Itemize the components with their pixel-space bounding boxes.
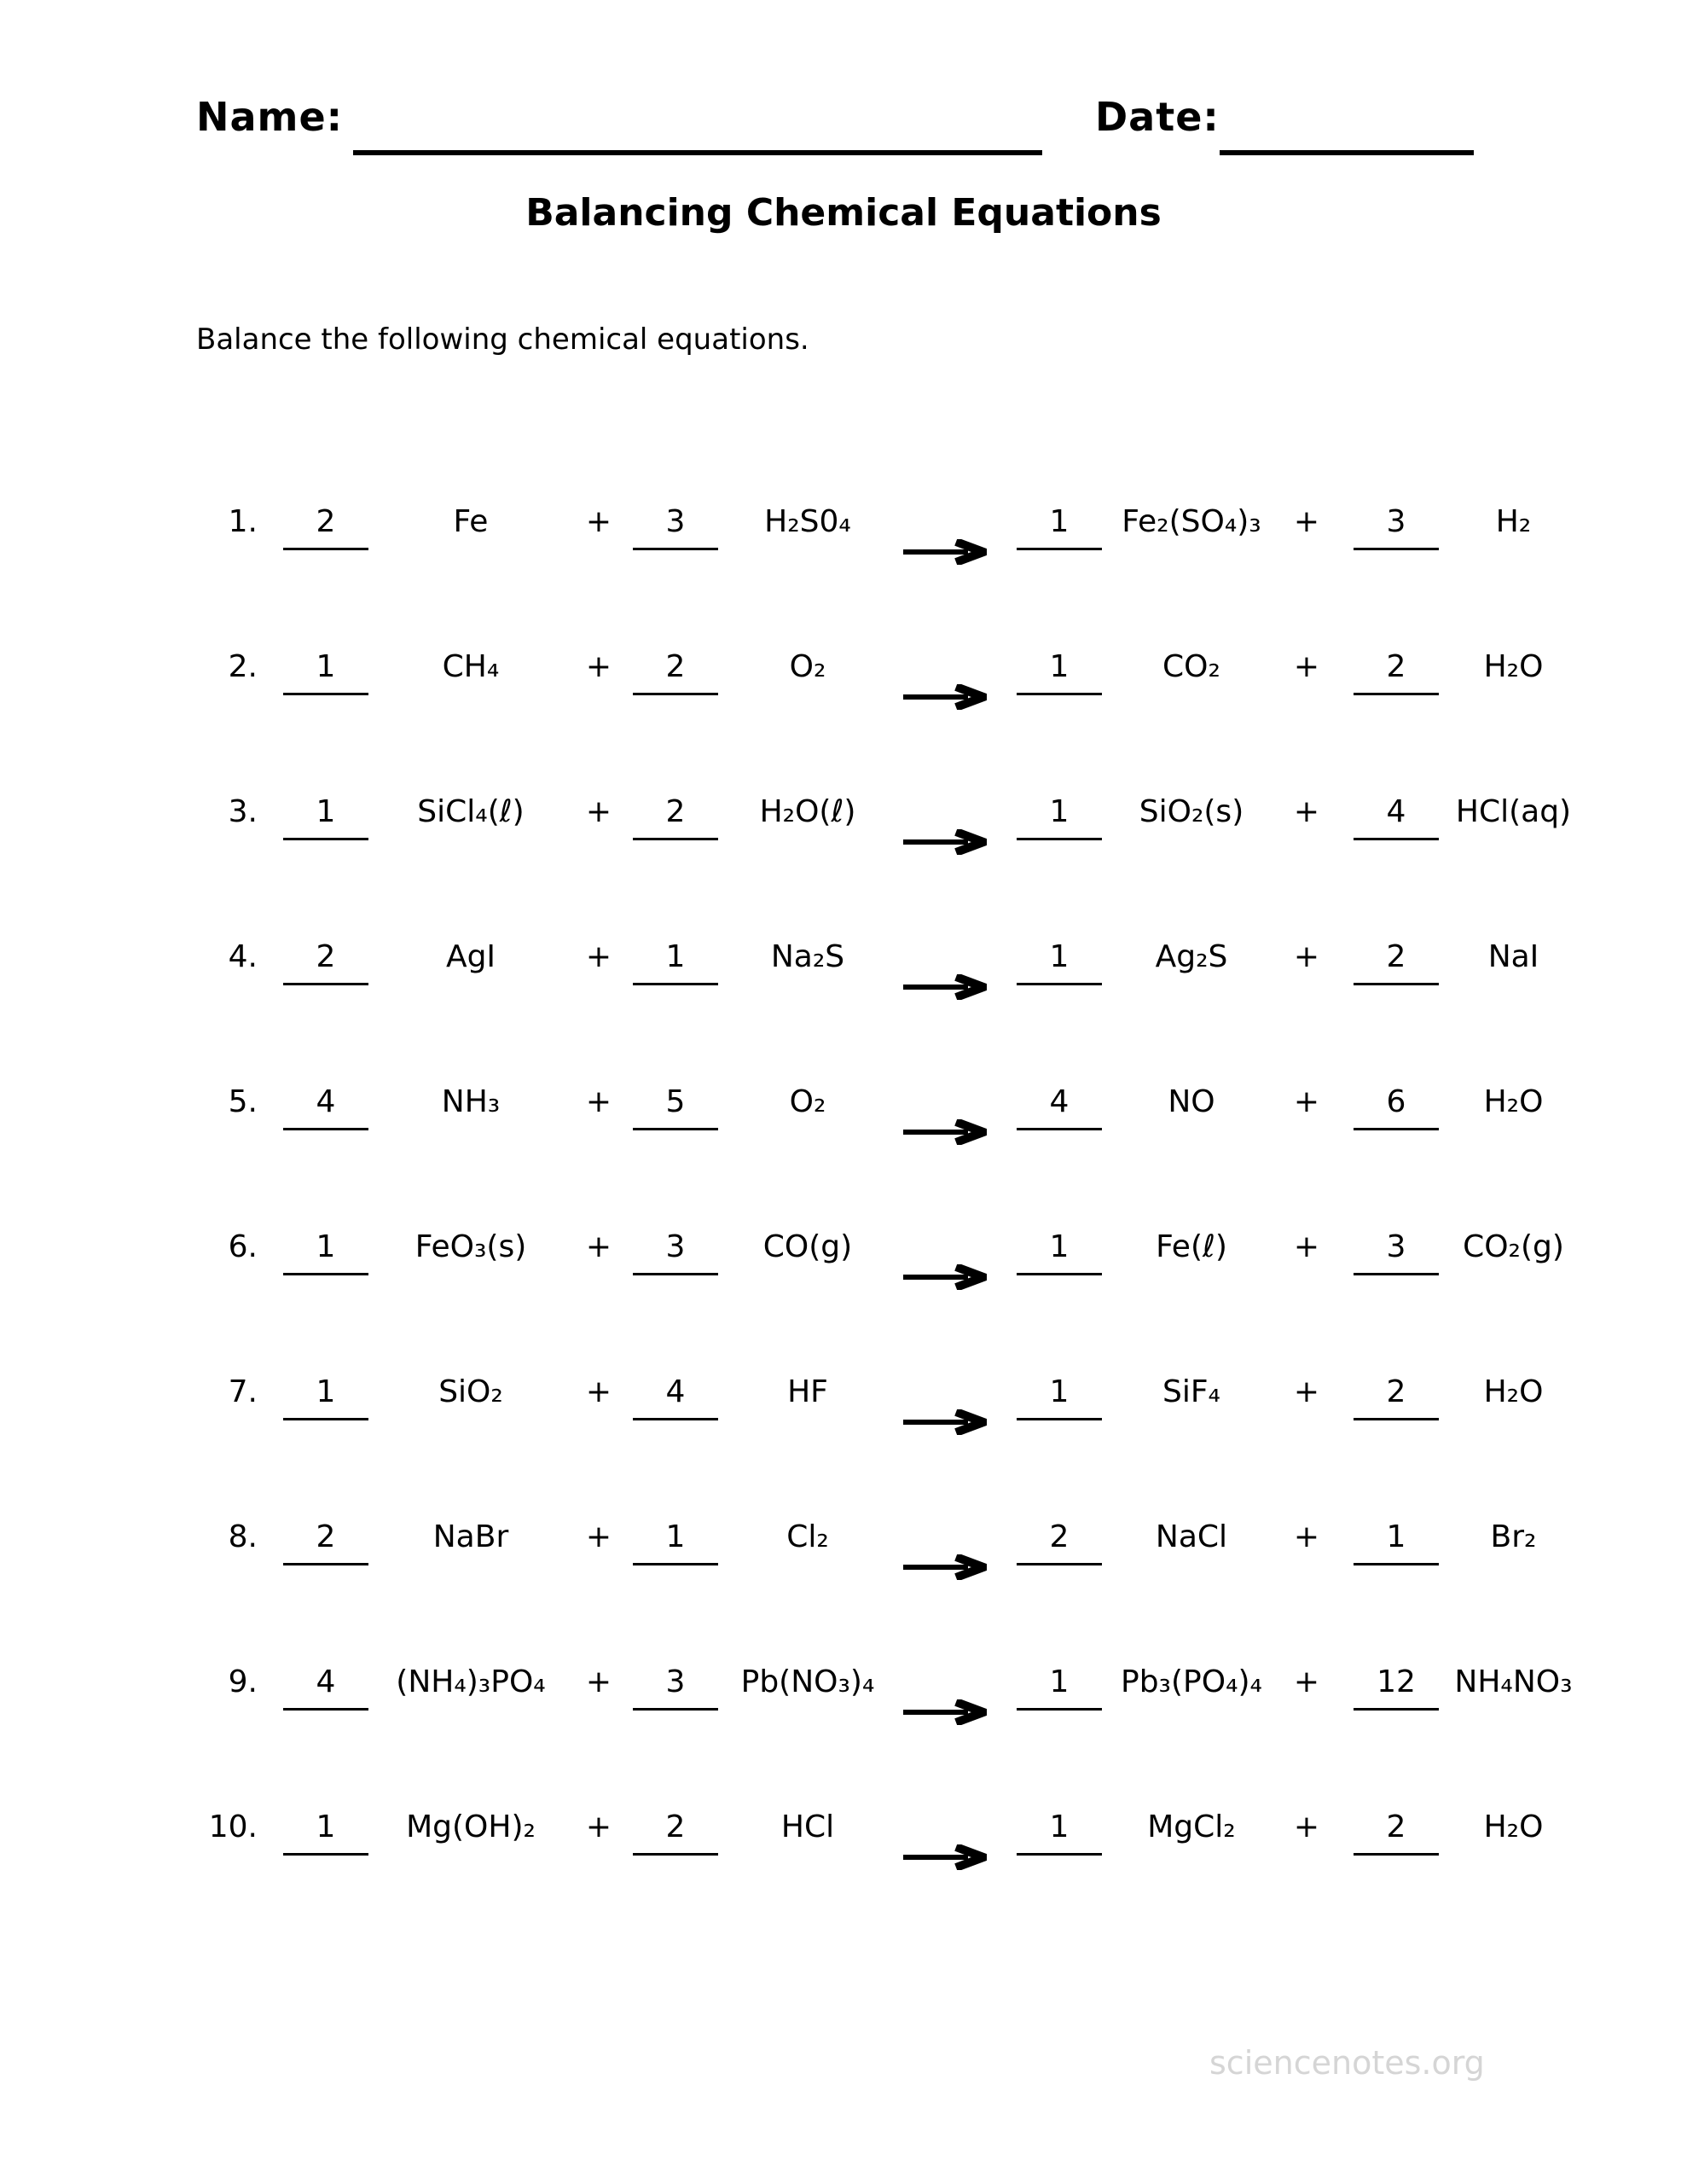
plus-sign: + bbox=[585, 649, 612, 684]
coefficient-blank-3[interactable]: 4 bbox=[1017, 1087, 1102, 1130]
coefficient-blank-4[interactable]: 4 bbox=[1354, 797, 1439, 840]
right-arrow-icon bbox=[897, 1844, 991, 1870]
equation-row bbox=[0, 1470, 1687, 1615]
coefficient-blank-1[interactable]: 1 bbox=[283, 1377, 368, 1420]
plus-sign: + bbox=[585, 1809, 612, 1844]
right-arrow-glyph bbox=[901, 1119, 987, 1145]
instruction-text: Balance the following chemical equations. bbox=[196, 322, 809, 357]
coefficient-blank-4[interactable]: 2 bbox=[1354, 1812, 1439, 1856]
coefficient-blank-4[interactable]: 2 bbox=[1354, 1377, 1439, 1420]
reactant-formula-1: Fe bbox=[453, 504, 489, 539]
coefficient-blank-4[interactable]: 3 bbox=[1354, 507, 1439, 550]
plus-sign: + bbox=[585, 1374, 612, 1409]
plus-sign: + bbox=[585, 1229, 612, 1264]
product-formula-1: SiF₄ bbox=[1162, 1374, 1220, 1409]
footer-site-text: sciencenotes.org bbox=[1209, 2044, 1485, 2082]
equation-row bbox=[0, 890, 1687, 1035]
equation-row bbox=[0, 745, 1687, 890]
coefficient-blank-2[interactable]: 2 bbox=[633, 1812, 718, 1856]
product-formula-1: MgCl₂ bbox=[1147, 1809, 1236, 1844]
right-arrow-icon bbox=[897, 1699, 991, 1725]
reactant-formula-1: SiCl₄(ℓ) bbox=[417, 794, 525, 829]
plus-sign: + bbox=[1293, 1809, 1320, 1844]
equation-number: 8. bbox=[228, 1519, 258, 1554]
product-formula-1: Fe(ℓ) bbox=[1156, 1229, 1227, 1264]
equation-row bbox=[0, 1180, 1687, 1325]
plus-sign: + bbox=[1293, 649, 1320, 684]
equation-row bbox=[0, 600, 1687, 745]
equation-row bbox=[0, 1035, 1687, 1180]
reactant-formula-1: Mg(OH)₂ bbox=[406, 1809, 536, 1844]
product-formula-1: Ag₂S bbox=[1155, 939, 1228, 974]
product-formula-1: NaCl bbox=[1155, 1519, 1228, 1554]
coefficient-blank-2[interactable]: 3 bbox=[633, 1232, 718, 1275]
coefficient-blank-1[interactable]: 1 bbox=[283, 797, 368, 840]
product-formula-2: Br₂ bbox=[1490, 1519, 1537, 1554]
right-arrow-icon bbox=[897, 1409, 991, 1435]
product-formula-2: H₂O bbox=[1483, 1809, 1544, 1844]
right-arrow-icon bbox=[897, 974, 991, 1000]
reactant-formula-2: H₂S0₄ bbox=[764, 504, 851, 539]
right-arrow-glyph bbox=[901, 684, 987, 710]
product-formula-1: NO bbox=[1168, 1084, 1215, 1119]
product-formula-1: Pb₃(PO₄)₄ bbox=[1121, 1664, 1262, 1699]
right-arrow-glyph bbox=[901, 974, 987, 1000]
plus-sign: + bbox=[585, 1664, 612, 1699]
reactant-formula-1: FeO₃(s) bbox=[415, 1229, 527, 1264]
reactant-formula-1: AgI bbox=[445, 939, 496, 974]
reactant-formula-2: Cl₂ bbox=[786, 1519, 829, 1554]
right-arrow-icon bbox=[897, 1554, 991, 1580]
coefficient-blank-1[interactable]: 2 bbox=[283, 1522, 368, 1565]
product-formula-1: Fe₂(SO₄)₃ bbox=[1122, 504, 1261, 539]
equation-number: 6. bbox=[228, 1229, 258, 1264]
plus-sign: + bbox=[1293, 1229, 1320, 1264]
plus-sign: + bbox=[585, 794, 612, 829]
coefficient-blank-1[interactable]: 2 bbox=[283, 507, 368, 550]
coefficient-blank-4[interactable]: 6 bbox=[1354, 1087, 1439, 1130]
coefficient-blank-2[interactable]: 2 bbox=[633, 652, 718, 695]
reactant-formula-2: Na₂S bbox=[770, 939, 845, 974]
right-arrow-icon bbox=[897, 1264, 991, 1290]
coefficient-blank-2[interactable]: 4 bbox=[633, 1377, 718, 1420]
product-formula-2: CO₂(g) bbox=[1463, 1229, 1564, 1264]
name-input-line[interactable] bbox=[353, 150, 1042, 155]
reactant-formula-1: NaBr bbox=[432, 1519, 509, 1554]
coefficient-blank-3[interactable]: 1 bbox=[1017, 942, 1102, 985]
reactant-formula-1: (NH₄)₃PO₄ bbox=[396, 1664, 546, 1699]
coefficient-blank-3[interactable]: 1 bbox=[1017, 1377, 1102, 1420]
coefficient-blank-2[interactable]: 2 bbox=[633, 797, 718, 840]
reactant-formula-2: HCl bbox=[780, 1809, 835, 1844]
plus-sign: + bbox=[585, 939, 612, 974]
coefficient-blank-4[interactable]: 3 bbox=[1354, 1232, 1439, 1275]
product-formula-2: H₂O bbox=[1483, 649, 1544, 684]
equation-row bbox=[0, 455, 1687, 600]
product-formula-2: H₂O bbox=[1483, 1084, 1544, 1119]
coefficient-blank-2[interactable]: 3 bbox=[633, 507, 718, 550]
coefficient-blank-3[interactable]: 1 bbox=[1017, 1667, 1102, 1711]
plus-sign: + bbox=[1293, 1084, 1320, 1119]
coefficient-blank-2[interactable]: 5 bbox=[633, 1087, 718, 1130]
reactant-formula-2: H₂O(ℓ) bbox=[759, 794, 856, 829]
coefficient-blank-4[interactable]: 2 bbox=[1354, 942, 1439, 985]
plus-sign: + bbox=[1293, 939, 1320, 974]
coefficient-blank-1[interactable]: 2 bbox=[283, 942, 368, 985]
date-label: Date: bbox=[1095, 94, 1220, 140]
coefficient-blank-4[interactable]: 12 bbox=[1354, 1667, 1439, 1711]
right-arrow-glyph bbox=[901, 1264, 987, 1290]
right-arrow-icon bbox=[897, 1119, 991, 1145]
coefficient-blank-2[interactable]: 1 bbox=[633, 942, 718, 985]
equation-row bbox=[0, 1325, 1687, 1470]
coefficient-blank-1[interactable]: 4 bbox=[283, 1087, 368, 1130]
equation-number: 2. bbox=[228, 649, 258, 684]
plus-sign: + bbox=[1293, 1374, 1320, 1409]
coefficient-blank-3[interactable]: 1 bbox=[1017, 1812, 1102, 1856]
plus-sign: + bbox=[585, 1519, 612, 1554]
reactant-formula-2: O₂ bbox=[789, 649, 826, 684]
coefficient-blank-4[interactable]: 2 bbox=[1354, 652, 1439, 695]
product-formula-2: NH₄NO₃ bbox=[1454, 1664, 1573, 1699]
coefficient-blank-4[interactable]: 1 bbox=[1354, 1522, 1439, 1565]
product-formula-2: HCl(aq) bbox=[1455, 794, 1572, 829]
equation-number: 3. bbox=[228, 794, 258, 829]
product-formula-1: CO₂ bbox=[1162, 649, 1220, 684]
right-arrow-icon bbox=[897, 684, 991, 710]
product-formula-1: SiO₂(s) bbox=[1139, 794, 1244, 829]
coefficient-blank-3[interactable]: 1 bbox=[1017, 797, 1102, 840]
coefficient-blank-3[interactable]: 1 bbox=[1017, 507, 1102, 550]
coefficient-blank-1[interactable]: 1 bbox=[283, 1812, 368, 1856]
equation-list bbox=[0, 455, 1687, 1905]
coefficient-blank-3[interactable]: 1 bbox=[1017, 1232, 1102, 1275]
plus-sign: + bbox=[585, 504, 612, 539]
right-arrow-glyph bbox=[901, 1409, 987, 1435]
equation-row bbox=[0, 1760, 1687, 1905]
date-input-line[interactable] bbox=[1220, 150, 1474, 155]
coefficient-blank-1[interactable]: 1 bbox=[283, 1232, 368, 1275]
plus-sign: + bbox=[1293, 1519, 1320, 1554]
coefficient-blank-2[interactable]: 3 bbox=[633, 1667, 718, 1711]
right-arrow-icon bbox=[897, 829, 991, 855]
right-arrow-glyph bbox=[901, 1699, 987, 1725]
reactant-formula-1: NH₃ bbox=[441, 1084, 501, 1119]
equation-row bbox=[0, 1615, 1687, 1760]
plus-sign: + bbox=[585, 1084, 612, 1119]
plus-sign: + bbox=[1293, 1664, 1320, 1699]
coefficient-blank-3[interactable]: 1 bbox=[1017, 652, 1102, 695]
right-arrow-glyph bbox=[901, 539, 987, 565]
reactant-formula-1: SiO₂ bbox=[438, 1374, 503, 1409]
coefficient-blank-2[interactable]: 1 bbox=[633, 1522, 718, 1565]
plus-sign: + bbox=[1293, 504, 1320, 539]
equation-number: 10. bbox=[208, 1809, 258, 1844]
equation-number: 7. bbox=[228, 1374, 258, 1409]
reactant-formula-1: CH₄ bbox=[442, 649, 500, 684]
right-arrow-glyph bbox=[901, 1844, 987, 1870]
reactant-formula-2: O₂ bbox=[789, 1084, 826, 1119]
coefficient-blank-1[interactable]: 1 bbox=[283, 652, 368, 695]
coefficient-blank-1[interactable]: 4 bbox=[283, 1667, 368, 1711]
right-arrow-glyph bbox=[901, 1554, 987, 1580]
product-formula-2: NaI bbox=[1487, 939, 1539, 974]
reactant-formula-2: Pb(NO₃)₄ bbox=[740, 1664, 875, 1699]
equation-number: 9. bbox=[228, 1664, 258, 1699]
product-formula-2: H₂ bbox=[1495, 504, 1532, 539]
page-title: Balancing Chemical Equations bbox=[525, 191, 1162, 235]
reactant-formula-2: HF bbox=[787, 1374, 828, 1409]
equation-number: 5. bbox=[228, 1084, 258, 1119]
right-arrow-glyph bbox=[901, 829, 987, 855]
name-label: Name: bbox=[196, 94, 344, 140]
coefficient-blank-3[interactable]: 2 bbox=[1017, 1522, 1102, 1565]
plus-sign: + bbox=[1293, 794, 1320, 829]
equation-number: 1. bbox=[228, 504, 258, 539]
right-arrow-icon bbox=[897, 539, 991, 565]
product-formula-2: H₂O bbox=[1483, 1374, 1544, 1409]
reactant-formula-2: CO(g) bbox=[762, 1229, 853, 1264]
equation-number: 4. bbox=[228, 939, 258, 974]
